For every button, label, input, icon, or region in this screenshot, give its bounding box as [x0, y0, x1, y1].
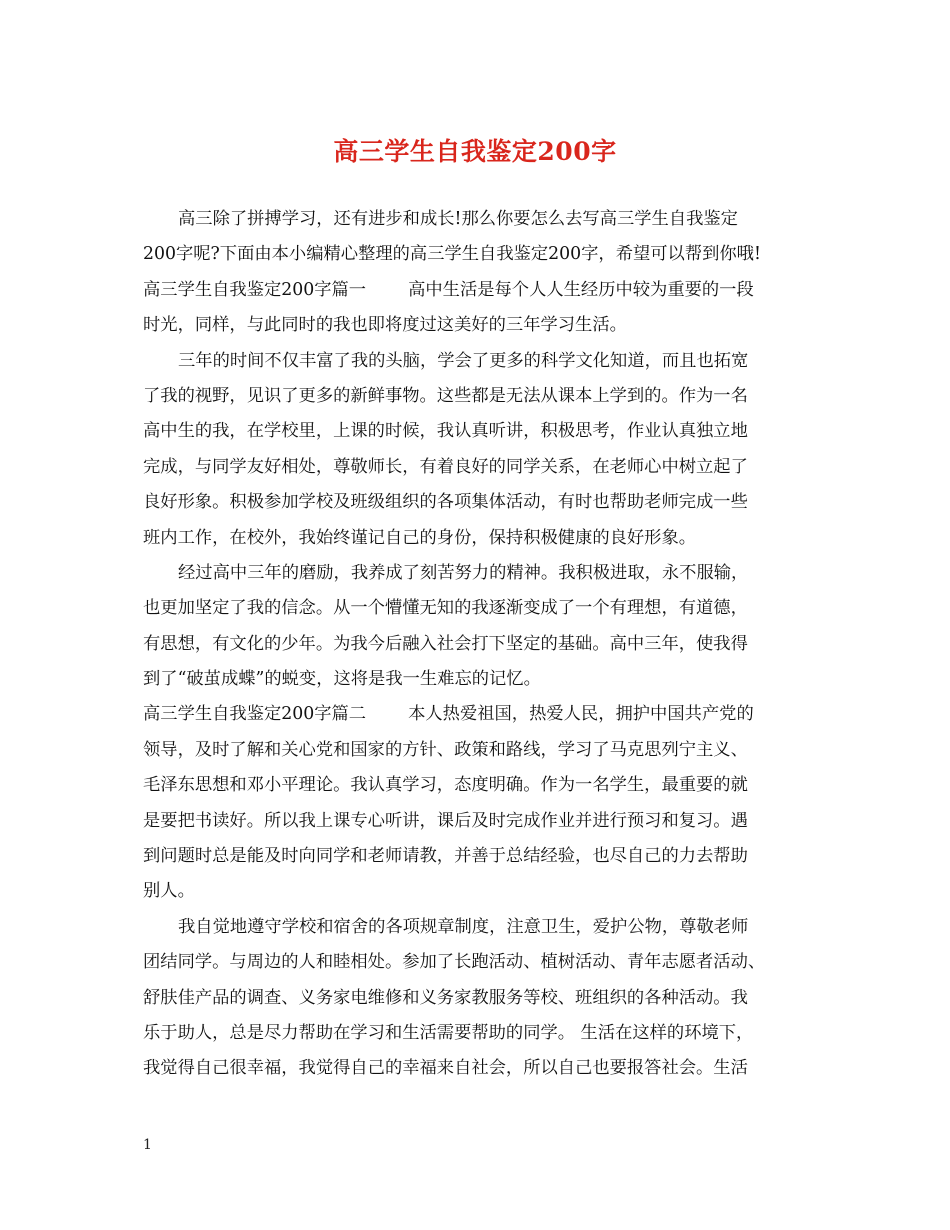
text-line: 到了“破茧成蝶”的蜕变，这将是我一生难忘的记忆。: [143, 669, 541, 690]
text-line: 团结同学。与周边的人和睦相处。参加了长跑活动、植树活动、青年志愿者活动、: [143, 952, 766, 973]
page-number: 1: [143, 1137, 152, 1153]
text-line: 我自觉地遵守学校和宿舍的各项规章制度，注意卫生，爱护公物，尊敬老师: [178, 916, 749, 937]
text-line: 了我的视野，见识了更多的新鲜事物。这些都是无法从课本上学到的。作为一名: [143, 385, 748, 406]
text-line: 领导，及时了解和关心党和国家的方针、政策和路线，学习了马克思列宁主义、: [143, 739, 748, 760]
text-line: [143, 273, 811, 308]
document-body: [143, 202, 811, 1087]
section-heading: 高三学生自我鉴定200字篇一: [143, 279, 367, 300]
text-line: 是要把书读好。所以我上课专心听讲，课后及时完成作业并进行预习和复习。遇: [143, 810, 748, 831]
text-line: 到问题时总是能及时向同学和老师请教，并善于总结经验，也尽自己的力去帮助: [143, 846, 748, 867]
text-line: 时光，同样，与此同时的我也即将度过这美好的三年学习生活。: [143, 315, 627, 336]
text-line: 200字呢?下面由本小编精心整理的高三学生自我鉴定200字，希望可以帮到你哦!: [143, 244, 761, 265]
text-span: 本人热爱祖国，热爱人民，拥护中国共产党的: [408, 704, 754, 725]
text-line: 经过高中三年的磨励，我养成了刻苦努力的精神。我积极进取，永不服输，: [178, 562, 749, 583]
text-line: 班内工作，在校外，我始终谨记自己的身份，保持积极健康的良好形象。: [143, 527, 697, 548]
document-title: 高三学生自我鉴定200字: [333, 137, 617, 166]
text-line: 三年的时间不仅丰富了我的头脑，学会了更多的科学文化知道，而且也拓宽: [178, 350, 749, 371]
text-line: 也更加坚定了我的信念。从一个懵懂无知的我逐渐变成了一个有理想，有道德，: [143, 598, 748, 619]
text-line: 舒肤佳产品的调查、义务家电维修和义务家教服务等校、班组织的各种活动。我: [143, 987, 748, 1008]
text-span: 高中生活是每个人人生经历中较为重要的一段: [408, 279, 754, 300]
text-line: 高三除了拼搏学习，还有进步和成长!那么你要怎么去写高三学生自我鉴定: [178, 209, 738, 229]
text-line: 良好形象。积极参加学校及班级组织的各项集体活动，有时也帮助老师完成一些: [143, 492, 748, 513]
text-line: 毛泽东思想和邓小平理论。我认真学习，态度明确。作为一名学生，最重要的就: [143, 775, 748, 796]
text-line: 有思想，有文化的少年。为我今后融入社会打下坚定的基础。高中三年，使我得: [143, 633, 748, 654]
text-line: 乐于助人，总是尽力帮助在学习和生活需要帮助的同学。 生活在这样的环境下，: [143, 1022, 754, 1043]
text-line: 高中生的我，在学校里，上课的时候，我认真听讲，积极思考，作业认真独立地: [143, 421, 748, 442]
text-line: [143, 697, 811, 732]
text-line: 别人。: [143, 881, 195, 902]
text-line: 我觉得自己很幸福，我觉得自己的幸福来自社会，所以自己也要报答社会。生活: [143, 1058, 748, 1079]
section-heading: 高三学生自我鉴定200字篇二: [143, 704, 367, 725]
text-line: 完成，与同学友好相处，尊敬师长，有着良好的同学关系，在老师心中树立起了: [143, 456, 748, 477]
